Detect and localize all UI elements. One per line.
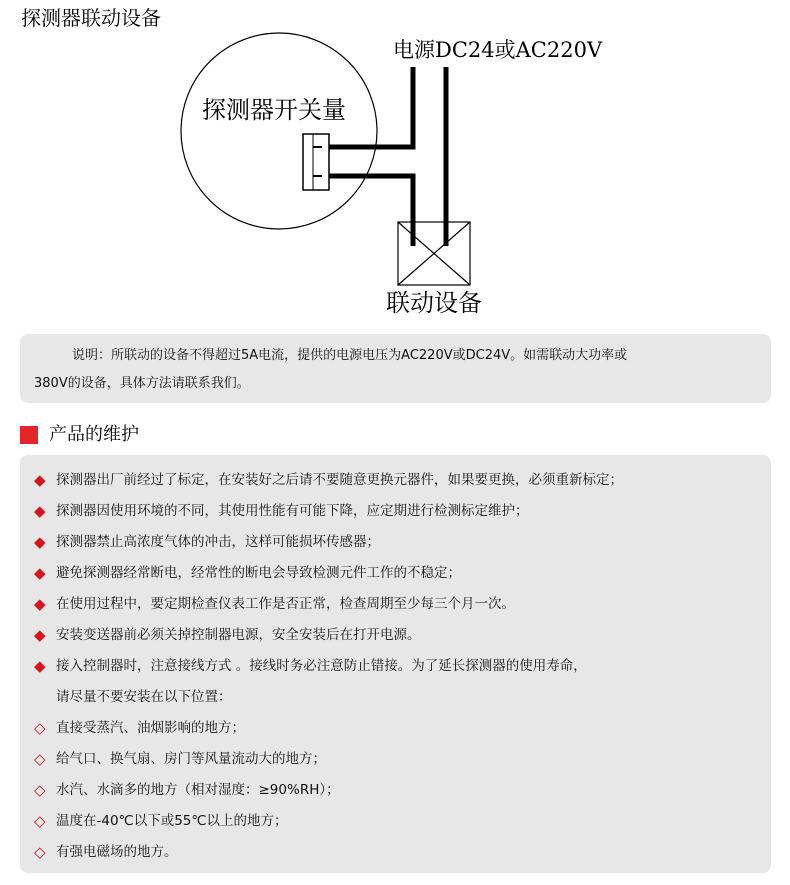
diamond-filled-icon: ◆ [34, 564, 46, 582]
diamond-filled-icon: ◆ [34, 502, 46, 520]
list-item-text [56, 806, 288, 837]
list-item [34, 744, 771, 775]
list-item-main-text: 给气口、换气扇、房门等风量流动大的地方； [56, 751, 326, 767]
list-item-main-text: 避免探测器经常断电，经常性的断电会导致检测元件工作的不稳定； [56, 565, 461, 581]
detector-label: 探测器开关量 [202, 96, 346, 124]
page-title: 探测器联动设备 [21, 6, 161, 30]
square-marker-icon [20, 426, 38, 444]
list-item-text [56, 465, 623, 496]
diamond-filled-icon: ◆ [34, 657, 46, 675]
list-item [34, 558, 771, 589]
list-item-text [56, 589, 515, 620]
list-item-text [56, 620, 421, 651]
list-item [34, 651, 771, 713]
list-item-text [56, 651, 587, 713]
list-item-main-text: 水汽、水滴多的地方（相对湿度：≥90%RH）； [56, 782, 340, 798]
list-item-main-text: 有强电磁场的地方。 [56, 844, 178, 860]
maintenance-box [20, 455, 771, 873]
list-item-text [56, 775, 340, 806]
list-item-text [56, 837, 178, 868]
list-item [34, 527, 771, 558]
power-label: 电源DC24或AC220V [393, 38, 603, 62]
list-item [34, 775, 771, 806]
list-item [34, 465, 771, 496]
list-item [34, 589, 771, 620]
list-item-main-text: 安装变送器前必须关掉控制器电源，安全安装后在打开电源。 [56, 627, 421, 643]
diamond-filled-icon: ◆ [34, 595, 46, 613]
list-item [34, 837, 771, 868]
note-line-2: 380V的设备，具体方法请联系我们。 [34, 376, 250, 391]
diamond-outline-icon: ◇ [34, 781, 46, 799]
device-label: 联动设备 [386, 289, 482, 317]
diamond-outline-icon: ◇ [34, 843, 46, 861]
list-item [34, 806, 771, 837]
list-item [34, 713, 771, 744]
section-header [20, 422, 139, 448]
list-item-text [56, 527, 380, 558]
list-item-continuation: 请尽量不要安装在以下位置： [56, 689, 232, 705]
diamond-outline-icon: ◇ [34, 750, 46, 768]
list-item-main-text: 探测器出厂前经过了标定，在安装好之后请不要随意更换元器件，如果要更换，必须重新标定； [56, 472, 623, 488]
diamond-outline-icon: ◇ [34, 812, 46, 830]
note-box [20, 334, 771, 403]
section-title: 产品的维护 [49, 424, 139, 445]
maintenance-list [34, 465, 771, 868]
note-line-1: 说明：所联动的设备不得超过5A电流，提供的电源电压为AC220V或DC24V。如需联动大功率或 [72, 348, 628, 363]
list-item-main-text: 直接受蒸汽、油烟影响的地方； [56, 720, 245, 736]
wiring-diagram [0, 0, 790, 330]
list-item-text [56, 744, 326, 775]
terminal-block [303, 134, 329, 190]
list-item-main-text: 探测器禁止高浓度气体的冲击，这样可能损坏传感器； [56, 534, 380, 550]
list-item-main-text: 探测器因使用环境的不同，其使用性能有可能下降，应定期进行检测标定维护； [56, 503, 529, 519]
detector-circle [181, 33, 377, 229]
list-item-main-text: 接入控制器时，注意接线方式 。接线时务必注意防止错接。为了延长探测器的使用寿命， [56, 658, 587, 674]
list-item [34, 496, 771, 527]
diamond-filled-icon: ◆ [34, 471, 46, 489]
diamond-outline-icon: ◇ [34, 719, 46, 737]
signal-wire [329, 176, 413, 246]
diamond-filled-icon: ◆ [34, 533, 46, 551]
list-item [34, 620, 771, 651]
list-item-main-text: 在使用过程中，要定期检查仪表工作是否正常，检查周期至少每三个月一次。 [56, 596, 515, 612]
list-item-text [56, 558, 461, 589]
list-item-text [56, 496, 529, 527]
list-item-text [56, 713, 245, 744]
diamond-filled-icon: ◆ [34, 626, 46, 644]
list-item-main-text: 温度在-40℃以下或55℃以上的地方； [56, 813, 288, 829]
